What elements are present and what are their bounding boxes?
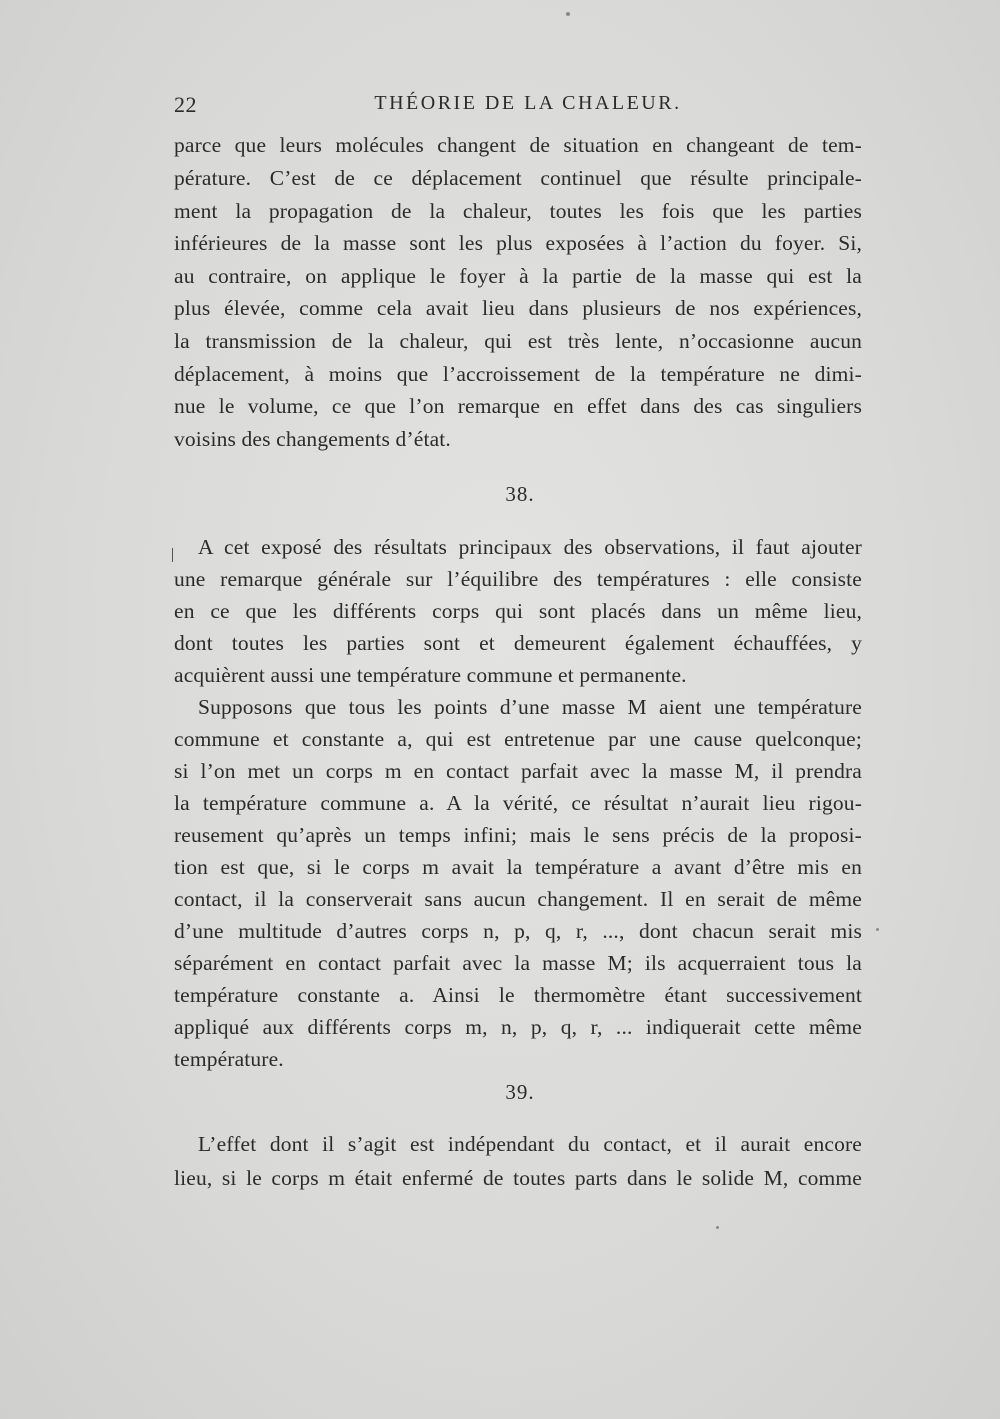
text-line: L’effet dont il s’agit est indépendant du contact, et il aurait encore xyxy=(198,1132,862,1156)
text-line: température constante a. Ainsi le thermomètre étant successivement xyxy=(174,983,862,1007)
margin-mark xyxy=(172,548,173,562)
text-line: A cet exposé des résultats principaux des observations, il faut ajouter xyxy=(198,535,862,559)
text-line: pérature. C’est de ce déplacement continuel que résulte principale- xyxy=(174,166,862,190)
paper-speck xyxy=(566,12,570,16)
text-line: la température commune a. A la vérité, ce résultat n’aurait lieu rigou- xyxy=(174,791,862,815)
text-line: lieu, si le corps m était enfermé de toutes parts dans le solide M, comme xyxy=(174,1166,862,1190)
text-line: dont toutes les parties sont et demeurent également échauffées, y xyxy=(174,631,862,655)
text-line: au contraire, on applique le foyer à la partie de la masse qui est la xyxy=(174,264,862,288)
text-line: Supposons que tous les points d’une masse M aient une température xyxy=(198,695,862,719)
paper-speck xyxy=(876,928,879,931)
text-line: séparément en contact parfait avec la masse M; ils acquerraient tous la xyxy=(174,951,862,975)
running-title: THÉORIE DE LA CHALEUR. xyxy=(374,92,682,114)
text-line: voisins des changements d’état. xyxy=(174,427,451,451)
text-line: plus élevée, comme cela avait lieu dans plusieurs de nos expériences, xyxy=(174,296,862,320)
text-line: parce que leurs molécules changent de situation en changeant de tem- xyxy=(174,133,862,157)
text-line: déplacement, à moins que l’accroissement de la température ne dimi- xyxy=(174,362,862,386)
page-header xyxy=(174,92,862,122)
text-line: une remarque générale sur l’équilibre des températures : elle consiste xyxy=(174,567,862,591)
text-line: reusement qu’après un temps infini; mais le sens précis de la proposi- xyxy=(174,823,862,847)
page-number: 22 xyxy=(174,92,197,117)
text-line: en ce que les différents corps qui sont placés dans un même lieu, xyxy=(174,599,862,623)
text-line: appliqué aux différents corps m, n, p, q, r, ... indiquerait cette même xyxy=(174,1015,862,1039)
paper-speck xyxy=(716,1226,719,1229)
text-line: nue le volume, ce que l’on remarque en effet dans des cas singuliers xyxy=(174,394,862,418)
text-line: contact, il la conserverait sans aucun changement. Il en serait de même xyxy=(174,887,862,911)
text-line: d’une multitude d’autres corps n, p, q, r, ..., dont chacun serait mis xyxy=(174,919,862,943)
text-line: commune et constante a, qui est entretenue par une cause quelconque; xyxy=(174,727,862,751)
text-line: inférieures de la masse sont les plus exposées à l’action du foyer. Si, xyxy=(174,231,862,255)
section-number-39: 39. xyxy=(505,1080,535,1104)
text-line: tion est que, si le corps m avait la température a avant d’être mis en xyxy=(174,855,862,879)
text-line: ment la propagation de la chaleur, toutes les fois que les parties xyxy=(174,199,862,223)
section-number-38: 38. xyxy=(505,482,535,506)
text-line: acquièrent aussi une température commune et permanente. xyxy=(174,663,687,687)
text-line: si l’on met un corps m en contact parfait avec la masse M, il prendra xyxy=(174,759,862,783)
text-line: la transmission de la chaleur, qui est très lente, n’occasionne aucun xyxy=(174,329,862,353)
text-line: température. xyxy=(174,1047,284,1071)
